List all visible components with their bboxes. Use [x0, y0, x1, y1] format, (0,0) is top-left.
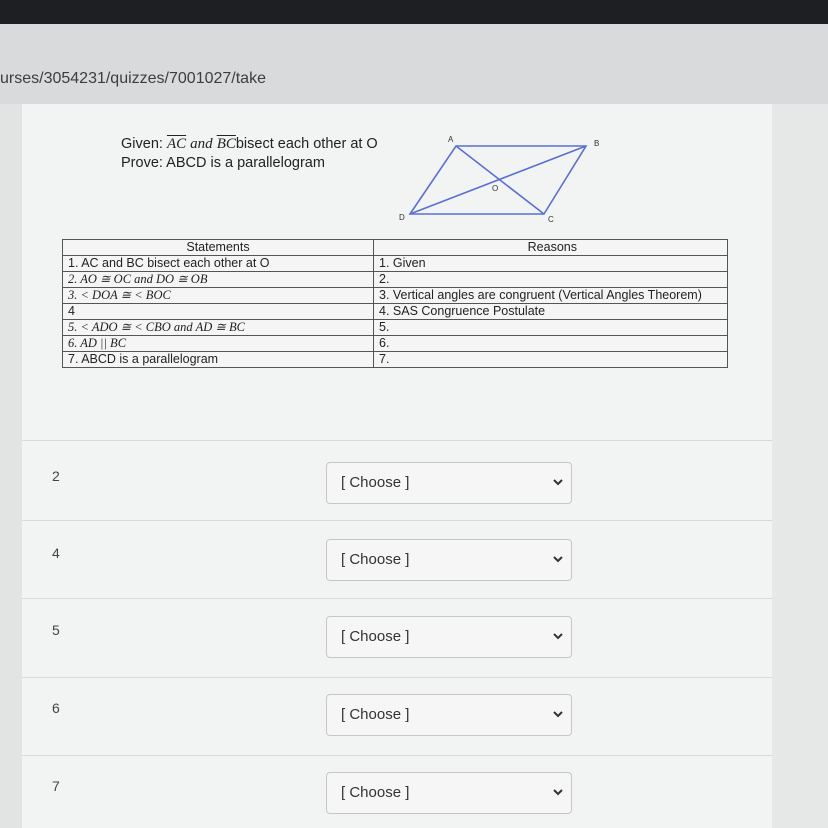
table-row: [63, 256, 728, 272]
question-number: 6: [52, 700, 60, 716]
chevron-down-icon: [551, 785, 565, 799]
proof-table: [62, 239, 728, 368]
proof-table-header: [63, 240, 728, 256]
reason-cell: 1. Given: [374, 256, 728, 272]
dropdown-value: [ Choose ]: [341, 474, 410, 491]
parallelogram-diagram: [396, 130, 616, 230]
divider: [22, 520, 772, 521]
vertex-label-a: A: [448, 135, 454, 144]
given-line: Given: $\overline{AC}$ and $\overline{BC}bisect$ each other at O: [121, 136, 378, 152]
statements-header: Statements: [63, 240, 374, 256]
left-gutter: [0, 104, 22, 828]
answer-dropdown[interactable]: [326, 772, 572, 814]
url-text: urses/3054231/quizzes/7001027/take: [0, 70, 266, 87]
dropdown-value: [ Choose ]: [341, 628, 410, 645]
question-number: 2: [52, 468, 60, 484]
question-number: 7: [52, 778, 60, 794]
chevron-down-icon: [551, 475, 565, 489]
chevron-down-icon: [551, 629, 565, 643]
right-gutter: [772, 104, 828, 828]
reason-cell: 7.: [374, 352, 728, 368]
statement-cell: 5. < ADO ≅ < CBO and AD ≅ BC: [63, 320, 374, 336]
divider: [22, 440, 772, 441]
chevron-down-icon: [551, 552, 565, 566]
table-row: [63, 352, 728, 368]
statement-cell: 7. ABCD is a parallelogram: [63, 352, 374, 368]
reason-cell: 6.: [374, 336, 728, 352]
dropdown-value: [ Choose ]: [341, 551, 410, 568]
chevron-down-icon: [551, 707, 565, 721]
diagonal-bd: [410, 146, 586, 214]
answer-dropdown[interactable]: [326, 694, 572, 736]
statement-cell: 3. < DOA ≅ < BOC: [63, 288, 374, 304]
answer-dropdown[interactable]: [326, 539, 572, 581]
divider: [22, 677, 772, 678]
address-bar[interactable]: [0, 24, 828, 108]
table-row: [63, 336, 728, 352]
statement-cell: 4: [63, 304, 374, 320]
vertex-label-d: D: [399, 213, 405, 222]
problem-statement: [121, 135, 378, 173]
vertex-label-b: B: [594, 139, 600, 148]
reasons-header: Reasons: [374, 240, 728, 256]
statement-cell: 6. AD || BC: [63, 336, 374, 352]
reason-cell: 3. Vertical angles are congruent (Vertical Angles Theorem): [374, 288, 728, 304]
center-label-o: O: [492, 184, 499, 193]
table-row: [63, 272, 728, 288]
reason-cell: 5.: [374, 320, 728, 336]
vertex-label-c: C: [548, 215, 554, 224]
statement-cell: 2. AO ≅ OC and DO ≅ OB: [63, 272, 374, 288]
table-row: [63, 304, 728, 320]
browser-top-bar: [0, 0, 828, 24]
divider: [22, 598, 772, 599]
given-segment-ac: $\overline{AC}$: [166, 136, 187, 152]
statement-cell: 1. AC and BC bisect each other at O: [63, 256, 374, 272]
dropdown-value: [ Choose ]: [341, 784, 410, 801]
table-row: [63, 288, 728, 304]
question-number: 4: [52, 545, 60, 561]
dropdown-value: [ Choose ]: [341, 706, 410, 723]
table-row: [63, 320, 728, 336]
given-segment-bc: $\overline{BC}$: [216, 136, 236, 152]
question-number: 5: [52, 622, 60, 638]
reason-cell: 2.: [374, 272, 728, 288]
reason-cell: 4. SAS Congruence Postulate: [374, 304, 728, 320]
answer-dropdown[interactable]: [326, 616, 572, 658]
answer-dropdown[interactable]: [326, 462, 572, 504]
divider: [22, 755, 772, 756]
prove-line: Prove: ABCD is a parallelogram: [121, 155, 325, 171]
